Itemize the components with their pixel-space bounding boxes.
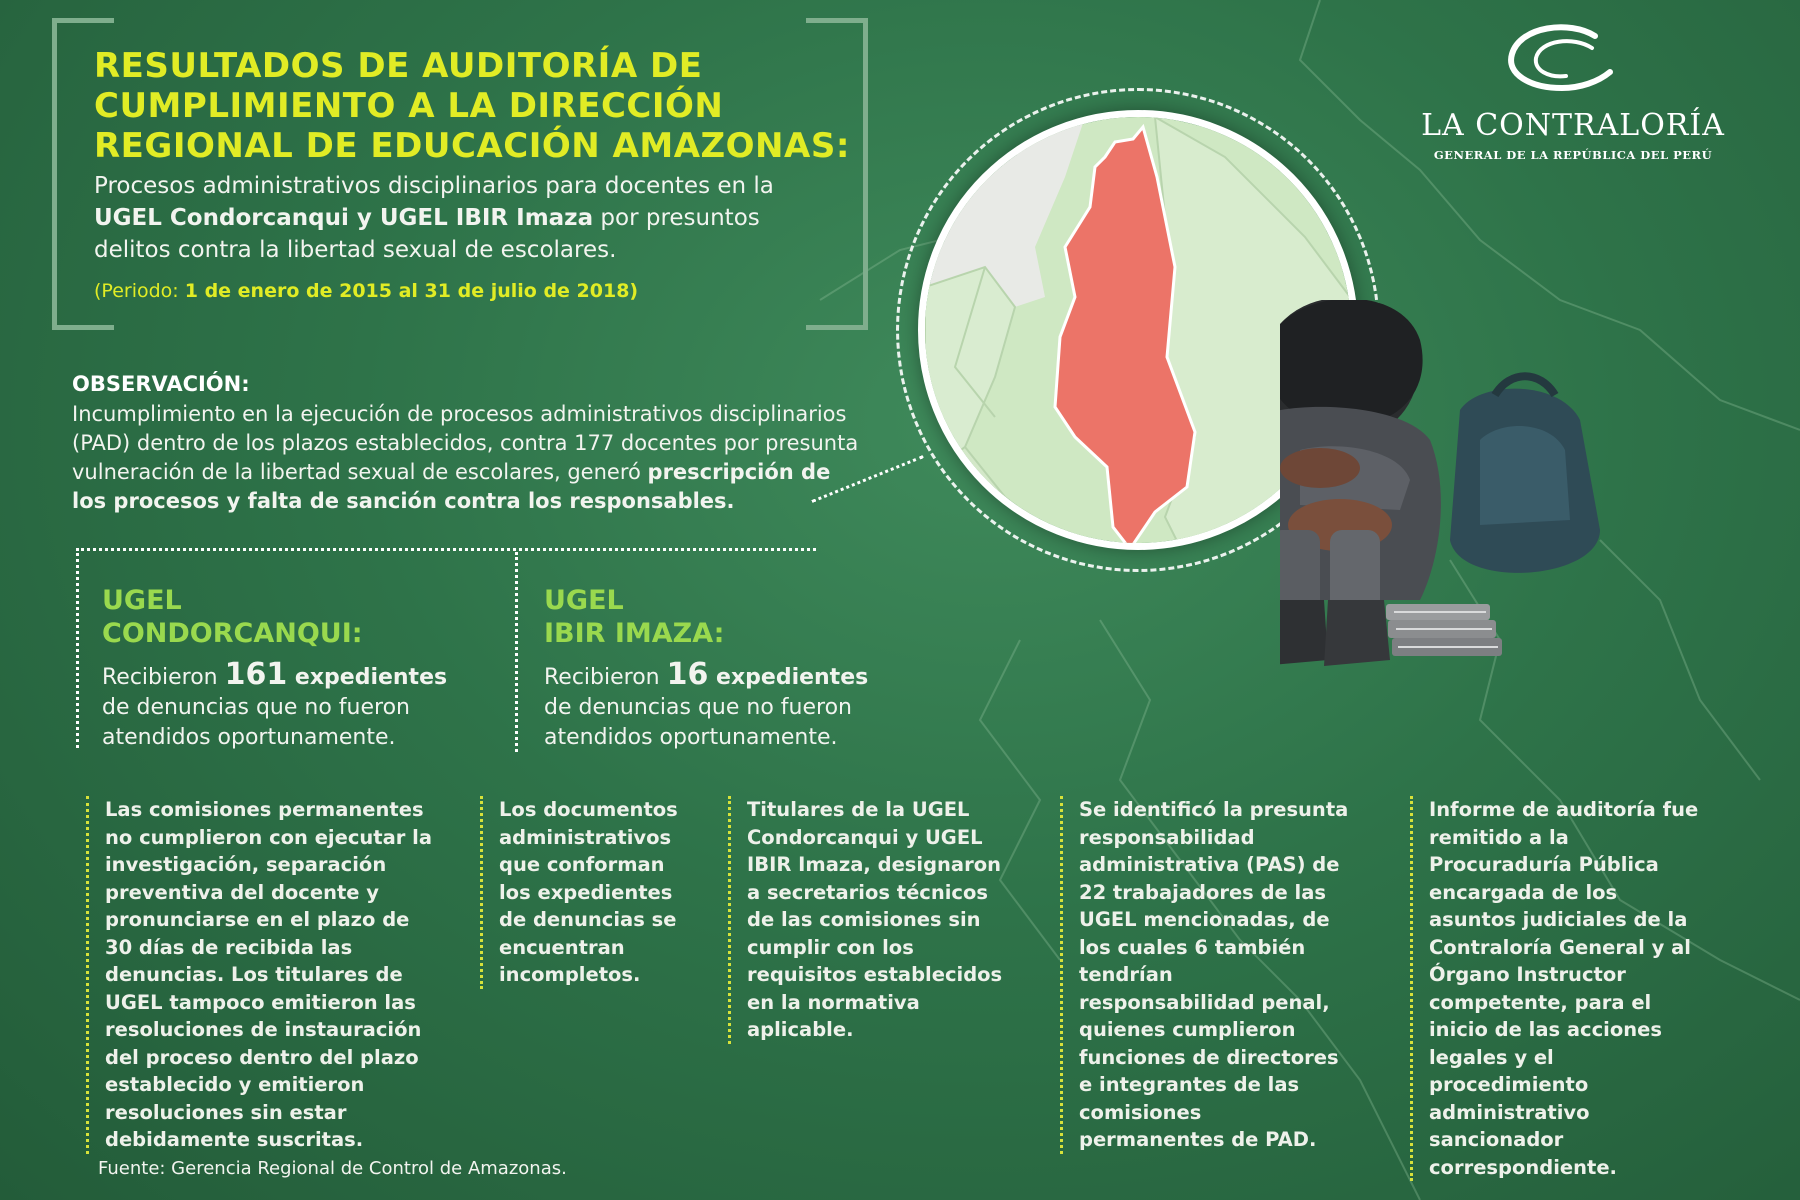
ugel-unit: expedientes bbox=[287, 665, 448, 690]
finding-column-5: Informe de auditoría fue remitido a la Procuraduría Pública encargada de los asuntos judiciales de la Contraloría General y al Órgano Instructor competente, para el inicio de las acciones legales y el procedimiento administrativo sancionador correspondiente. bbox=[1410, 796, 1710, 1181]
subtitle-pre: Procesos administrativos disciplinarios para docentes en la bbox=[94, 173, 774, 199]
finding-column-4: Se identificó la presunta responsabilidad administrativa (PAS) de 22 trabajadores de las UGEL mencionadas, de los cuales 6 también tendrían responsabilidad penal, quienes cumplieron funciones de directores e integrantes de las comisiones permanentes de PAD. bbox=[1060, 796, 1350, 1154]
ugel-rest: de denuncias que no fueron atendidos oportunamente. bbox=[544, 695, 852, 750]
ugel-divider-left bbox=[76, 548, 79, 748]
subtitle-post: por presuntos delitos contra la libertad sexual de escolares. bbox=[94, 205, 760, 263]
ugel-imaza-title bbox=[544, 584, 724, 650]
ugel-divider-middle bbox=[515, 552, 518, 752]
logo-name: LA CONTRALORÍA bbox=[1421, 108, 1725, 143]
ugel-divider-horizontal bbox=[76, 548, 816, 551]
title-line: RESULTADOS DE AUDITORÍA DE bbox=[94, 46, 703, 86]
observation-body: Incumplimiento en la ejecución de procesos administrativos disciplinarios (PAD) dentro de los plazos establecidos, contra 177 docentes por presunta vulneración de la libertad sexual de escolares, generó bbox=[72, 402, 859, 484]
page-subtitle bbox=[94, 170, 814, 266]
period bbox=[94, 280, 814, 302]
ugel-title-line: UGEL bbox=[102, 585, 182, 616]
ugel-pre: Recibieron bbox=[544, 665, 667, 690]
period-pre: (Periodo: bbox=[94, 280, 185, 302]
sad-student-illustration bbox=[1280, 300, 1740, 700]
subtitle-bold: UGEL Condorcanqui y UGEL IBIR Imaza bbox=[94, 205, 594, 231]
contraloria-logo bbox=[1410, 18, 1730, 162]
period-dates: 1 de enero de 2015 al 31 de julio de 2018) bbox=[184, 280, 639, 302]
books-stack-icon bbox=[1386, 604, 1502, 656]
ugel-title-line: IBIR IMAZA: bbox=[544, 618, 725, 649]
ugel-imaza-text bbox=[544, 657, 884, 753]
logo-swoosh-icon bbox=[1500, 22, 1620, 94]
ugel-condorcanqui-title bbox=[102, 584, 363, 650]
finding-column-3: Titulares de la UGEL Condorcanqui y UGEL IBIR Imaza, designaron a secretarios técnicos de las comisiones sin cumplir con los requisitos establecidos en la normativa aplicable. bbox=[728, 796, 1018, 1044]
source-note: Fuente: Gerencia Regional de Control de Amazonas. bbox=[98, 1158, 567, 1179]
ugel-rest: de denuncias que no fueron atendidos oportunamente. bbox=[102, 695, 410, 750]
observation-heading: OBSERVACIÓN: bbox=[72, 372, 250, 396]
ugel-unit: expedientes bbox=[708, 665, 869, 690]
ugel-title-line: UGEL bbox=[544, 585, 624, 616]
ugel-count: 16 bbox=[666, 657, 709, 692]
observation-bold: prescripción de los procesos y falta de sanción contra los responsables. bbox=[72, 460, 831, 513]
finding-column-1: Las comisiones permanentes no cumplieron con ejecutar la investigación, separación preventiva del docente y pronunciarse en el plazo de 30 días de recibida las denuncias. Los titulares de UGEL tampoco emitieron las resoluciones de instauración del proceso dentro del plazo establecido y emitieron resoluciones sin estar debidamente suscritas. bbox=[86, 796, 436, 1154]
ugel-condorcanqui-text bbox=[102, 657, 462, 753]
title-line: CUMPLIMIENTO A LA DIRECCIÓN bbox=[94, 86, 724, 126]
title-line: REGIONAL DE EDUCACIÓN AMAZONAS: bbox=[94, 126, 850, 166]
observation-text bbox=[72, 400, 862, 516]
finding-column-2: Los documentos administrativos que conforman los expedientes de denuncias se encuentran incompletos. bbox=[480, 796, 680, 989]
page-title bbox=[94, 46, 854, 166]
logo-subtitle: GENERAL DE LA REPÚBLICA DEL PERÚ bbox=[1433, 148, 1713, 162]
ugel-count: 161 bbox=[224, 657, 288, 692]
ugel-pre: Recibieron bbox=[102, 665, 225, 690]
ugel-title-line: CONDORCANQUI: bbox=[102, 618, 363, 649]
